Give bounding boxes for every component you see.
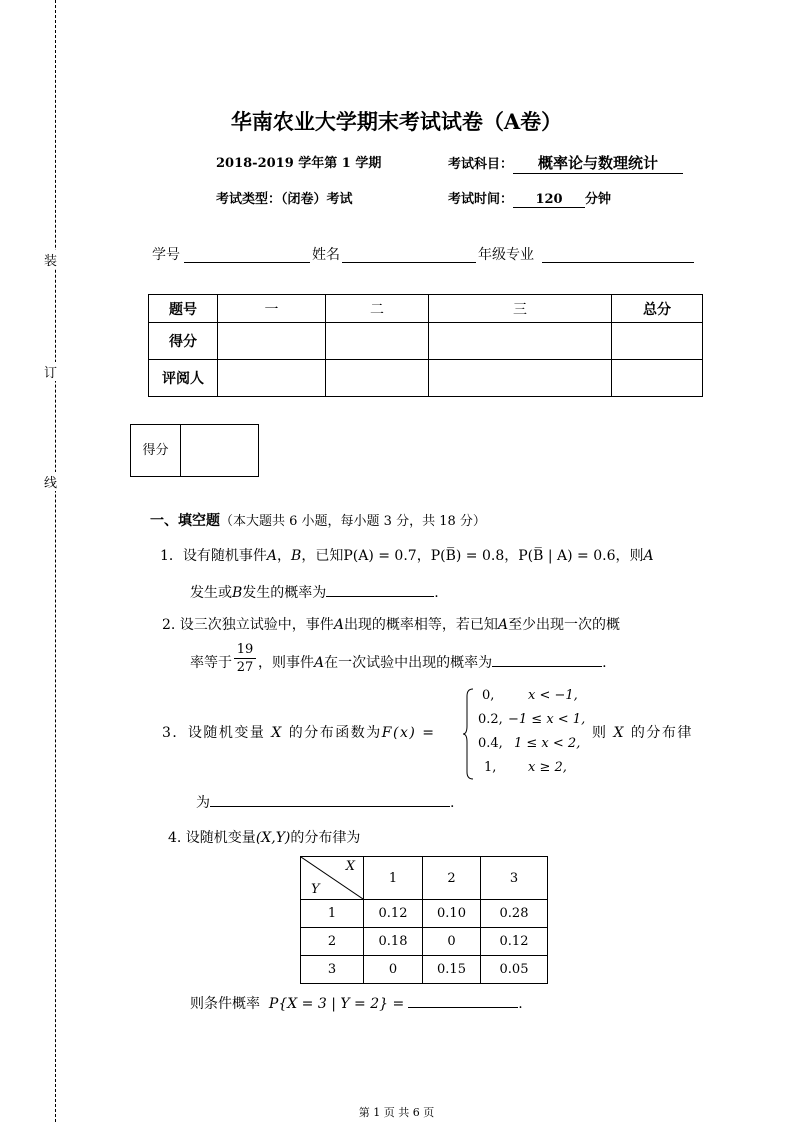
score-cell[interactable] (218, 323, 326, 360)
case-value: 1, (484, 760, 497, 775)
name-input[interactable] (342, 262, 476, 263)
exam-type: 考试类型：（闭卷）考试 (216, 192, 353, 207)
q4-text: 则条件概率 (190, 996, 260, 1012)
prob-cell: 0.18 (364, 928, 423, 956)
score-row-label: 评阅人 (149, 360, 218, 397)
fraction-numerator: 19 (236, 642, 254, 657)
score-header-cell: 三 (429, 295, 612, 323)
q1-text: 发生的概率为 (242, 585, 327, 601)
prob-cell: 0.05 (481, 956, 548, 984)
time-label: 考试时间： (448, 192, 514, 207)
q3-text: 为 (196, 795, 210, 811)
section-heading (150, 510, 486, 530)
question-4-conditional (190, 993, 523, 1013)
binding-line (55, 0, 56, 1122)
q2-text: 2. 设三次独立试验中，事件 (162, 617, 334, 633)
q4-cond-expr: P{X = 3 | Y = 2} = (268, 996, 405, 1012)
prob-cell: 0.12 (364, 900, 423, 928)
question-3-lead (162, 722, 436, 742)
q2-line-2-a: 率等于 (190, 655, 232, 671)
q1-text: ，已知 (301, 548, 344, 564)
q3-text: 的分布律 (630, 725, 693, 741)
subject-value: 概率论与数理统计 (513, 152, 683, 174)
q1-var-a: A (266, 548, 278, 564)
q2-var-a: A (333, 617, 344, 633)
prob-cell: 0 (364, 956, 423, 984)
distribution-table (300, 856, 548, 984)
score-header-cell: 题号 (149, 295, 218, 323)
q1-var-b: B (291, 548, 302, 564)
q4-answer-blank[interactable] (408, 994, 518, 1008)
q3-text: 则 (592, 725, 608, 741)
q1-eq-b: P(B̅) = 0.8 (430, 548, 505, 564)
exam-time (448, 188, 611, 208)
q2-var-a: A (497, 617, 509, 633)
score-table (148, 294, 703, 397)
question-1-line-1: 1．设有随机事件A，B，已知P(A) = 0.7，P(B̅) = 0.8，P(B̅ | A) = 0.6，则A (160, 548, 654, 564)
question-3-tail (592, 722, 693, 742)
student-id-label: 学号 (152, 247, 180, 263)
question-4-line-1 (168, 827, 360, 847)
prob-cell: 0.10 (423, 900, 481, 928)
case-value: 0.2, (478, 712, 503, 727)
score-header-cell: 一 (218, 295, 326, 323)
student-id-input[interactable] (184, 262, 310, 263)
q4-xy: (X,Y) (255, 830, 291, 846)
case-condition: −1 ≤ x < 1, (508, 712, 586, 727)
q2-answer-blank[interactable] (492, 653, 602, 667)
q1-end: . (434, 585, 439, 601)
score-cell[interactable] (429, 323, 612, 360)
subject-info (448, 152, 683, 174)
q2-text: ，则事件 (258, 655, 314, 671)
q4-text: 4. 设随机变量 (168, 830, 256, 846)
q1-text: 1．设有随机事件 (160, 548, 267, 564)
score-row-label: 得分 (149, 323, 218, 360)
exam-title: 华南农业大学期末考试试卷（A卷） (230, 109, 563, 134)
q3-end: . (450, 795, 455, 811)
binding-char-ding: 订 (44, 362, 57, 381)
q1-var-a: A (643, 548, 654, 564)
q3-text: 3．设随机变量 (162, 725, 266, 741)
section-score-label: 得分 (131, 425, 181, 476)
y-value-cell: 1 (301, 900, 364, 928)
case-value: 0, (482, 688, 495, 703)
score-header-cell: 总分 (612, 295, 703, 323)
corner-x: X (345, 859, 355, 874)
q4-end: . (518, 996, 523, 1012)
q1-answer-blank[interactable] (326, 583, 434, 597)
q3-text: 的分布函数为 (288, 725, 382, 741)
q1-text: 发生或 (190, 585, 232, 601)
section-score-box (130, 424, 259, 477)
section-note: （本大题共 6 小题，每小题 3 分，共 18 分） (220, 514, 486, 529)
prob-cell: 0.15 (423, 956, 481, 984)
q1-eq-c: P(B̅ | A) = 0.6 (518, 548, 616, 564)
q1-var-b: B (232, 585, 243, 601)
grade-major-input[interactable] (542, 262, 694, 263)
corner-y: Y (311, 882, 320, 897)
q2-text: 出现的概率相等，若已知 (343, 617, 498, 633)
q2-end: . (602, 655, 607, 671)
question-3-line-2 (196, 792, 454, 812)
fraction-bar (234, 658, 256, 659)
score-cell[interactable] (326, 360, 429, 397)
time-value: 120 (513, 192, 585, 208)
q2-var-a: A (314, 655, 325, 671)
score-header-cell: 二 (326, 295, 429, 323)
prob-cell: 0 (423, 928, 481, 956)
prob-cell: 0.12 (481, 928, 548, 956)
q3-var-x: X (271, 725, 283, 741)
q2-text: 至少出现一次的概 (508, 617, 621, 633)
q1-text: ，则 (615, 548, 644, 564)
score-cell[interactable] (429, 360, 612, 397)
page-footer: 第 1 页 共 6 页 (358, 1106, 435, 1119)
binding-char-zhuang: 装 (44, 250, 57, 269)
section-score-input[interactable] (181, 425, 258, 476)
x-value-cell: 2 (423, 857, 481, 900)
score-cell[interactable] (612, 323, 703, 360)
score-cell[interactable] (326, 323, 429, 360)
x-value-cell: 1 (364, 857, 423, 900)
case-condition: 1 ≤ x < 2, (514, 736, 581, 751)
semester-info: 2018-2019 学年第 1 学期 (216, 156, 382, 171)
subject-label: 考试科目： (448, 157, 514, 172)
y-value-cell: 2 (301, 928, 364, 956)
section-title: 一、填空题 (150, 513, 220, 529)
corner-cell (301, 857, 364, 900)
question-2-line-2 (258, 652, 607, 672)
piecewise-brace (462, 688, 474, 780)
q3-answer-blank[interactable] (210, 793, 450, 807)
x-value-cell: 3 (481, 857, 548, 900)
q4-text: 的分布律为 (290, 830, 361, 846)
score-cell[interactable] (612, 360, 703, 397)
fraction-denominator: 27 (236, 660, 254, 675)
case-condition: x ≥ 2, (528, 760, 567, 775)
question-1-line-2 (190, 582, 439, 602)
case-condition: x < −1, (528, 688, 578, 703)
q2-fraction (234, 642, 256, 675)
q3-fx: F(x) = (381, 725, 436, 741)
binding-char-xian: 线 (44, 472, 57, 491)
case-value: 0.4, (478, 736, 503, 751)
time-unit: 分钟 (585, 192, 612, 207)
name-label: 姓名 (312, 247, 340, 263)
q1-eq-a: P(A) = 0.7 (343, 548, 417, 564)
y-value-cell: 3 (301, 956, 364, 984)
q3-var-x: X (613, 725, 625, 741)
grade-major-label: 年级专业 (478, 247, 534, 263)
score-cell[interactable] (218, 360, 326, 397)
question-2-line-1 (162, 614, 620, 634)
prob-cell: 0.28 (481, 900, 548, 928)
q2-text: 在一次试验中出现的概率为 (324, 655, 493, 671)
